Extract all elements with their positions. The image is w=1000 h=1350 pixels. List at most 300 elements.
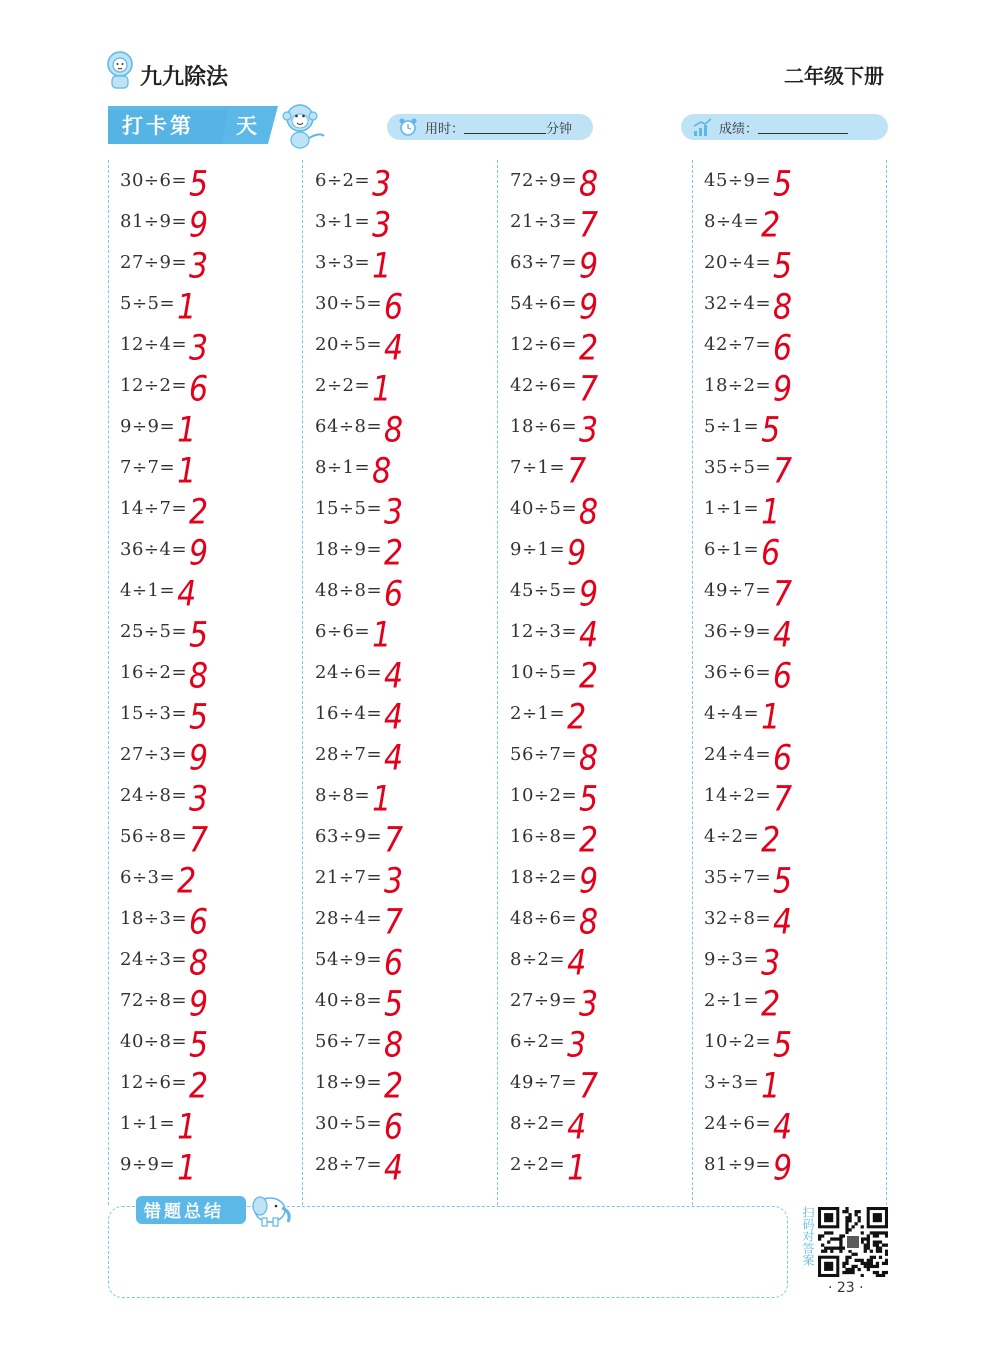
- exercise-row: [704, 1062, 781, 1107]
- handwritten-answer[interactable]: 8: [189, 655, 209, 697]
- handwritten-answer[interactable]: 5: [773, 1024, 793, 1066]
- division-question: 72÷9=: [510, 170, 578, 191]
- exercise-row: [510, 939, 587, 984]
- division-question: 54÷6=: [510, 293, 578, 314]
- exercise-row: [315, 529, 404, 574]
- division-question: 8÷2=: [510, 949, 566, 970]
- punch-label: 打卡第: [122, 114, 194, 138]
- handwritten-answer[interactable]: 8: [372, 450, 392, 492]
- handwritten-answer[interactable]: 4: [579, 614, 599, 656]
- exercise-row: [315, 939, 404, 984]
- handwritten-answer[interactable]: 5: [189, 163, 209, 205]
- handwritten-answer[interactable]: 2: [189, 1065, 209, 1107]
- handwritten-answer[interactable]: 7: [579, 1065, 599, 1107]
- handwritten-answer[interactable]: 5: [384, 983, 404, 1025]
- handwritten-answer[interactable]: 1: [177, 286, 197, 328]
- handwritten-answer[interactable]: 2: [384, 532, 404, 574]
- handwritten-answer[interactable]: 8: [189, 942, 209, 984]
- exercise-row: [510, 406, 599, 451]
- handwritten-answer[interactable]: 5: [773, 245, 793, 287]
- handwritten-answer[interactable]: 4: [773, 1106, 793, 1148]
- division-question: 56÷7=: [315, 1031, 383, 1052]
- division-question: 7÷7=: [120, 457, 176, 478]
- division-question: 35÷7=: [704, 867, 772, 888]
- handwritten-answer[interactable]: 1: [177, 409, 197, 451]
- exercise-row: [510, 611, 599, 656]
- division-question: 28÷7=: [315, 1154, 383, 1175]
- division-question: 2÷1=: [704, 990, 760, 1011]
- handwritten-answer[interactable]: 3: [761, 942, 781, 984]
- exercise-row: [704, 283, 793, 328]
- mistake-summary-label: 错题总结: [144, 1202, 224, 1222]
- division-question: 4÷4=: [704, 703, 760, 724]
- handwritten-answer[interactable]: 2: [579, 327, 599, 369]
- exercise-row: [120, 160, 209, 205]
- division-question: 12÷2=: [120, 375, 188, 396]
- division-question: 40÷8=: [120, 1031, 188, 1052]
- handwritten-answer[interactable]: 8: [579, 737, 599, 779]
- handwritten-answer[interactable]: 2: [189, 491, 209, 533]
- exercise-column-4: [692, 160, 887, 1205]
- division-question: 54÷9=: [315, 949, 383, 970]
- division-question: 18÷9=: [315, 539, 383, 560]
- exercise-row: [120, 242, 209, 287]
- handwritten-answer[interactable]: 2: [761, 204, 781, 246]
- handwritten-answer[interactable]: 7: [189, 819, 209, 861]
- exercise-row: [704, 1021, 793, 1066]
- exercise-row: [315, 570, 404, 615]
- exercise-row: [315, 980, 404, 1025]
- exercise-row: [704, 406, 781, 451]
- handwritten-answer[interactable]: 1: [567, 1147, 587, 1189]
- division-question: 49÷7=: [510, 1072, 578, 1093]
- division-question: 18÷3=: [120, 908, 188, 929]
- division-question: 8÷2=: [510, 1113, 566, 1134]
- division-question: 81÷9=: [704, 1154, 772, 1175]
- handwritten-answer[interactable]: 1: [372, 778, 392, 820]
- exercise-row: [315, 160, 392, 205]
- handwritten-answer[interactable]: 7: [567, 450, 587, 492]
- lion-logo-icon: [104, 50, 136, 90]
- handwritten-answer[interactable]: 5: [189, 1024, 209, 1066]
- handwritten-answer[interactable]: 5: [773, 860, 793, 902]
- exercise-row: [704, 611, 793, 656]
- division-question: 16÷2=: [120, 662, 188, 683]
- handwritten-answer[interactable]: 1: [177, 1106, 197, 1148]
- division-question: 24÷8=: [120, 785, 188, 806]
- division-question: 8÷1=: [315, 457, 371, 478]
- division-question: 30÷5=: [315, 1113, 383, 1134]
- exercise-row: [704, 1144, 793, 1189]
- exercise-row: [315, 734, 404, 779]
- exercise-row: [704, 242, 793, 287]
- division-question: 16÷4=: [315, 703, 383, 724]
- handwritten-answer[interactable]: 3: [579, 409, 599, 451]
- exercise-row: [704, 816, 781, 861]
- division-question: 25÷5=: [120, 621, 188, 642]
- handwritten-answer[interactable]: 3: [189, 245, 209, 287]
- time-input-line[interactable]: [464, 120, 546, 134]
- exercise-row: [315, 1144, 404, 1189]
- handwritten-answer[interactable]: 4: [384, 327, 404, 369]
- exercise-row: [510, 283, 599, 328]
- division-question: 10÷2=: [510, 785, 578, 806]
- exercise-row: [120, 693, 209, 738]
- exercise-row: [315, 816, 404, 861]
- division-question: 3÷1=: [315, 211, 371, 232]
- exercise-row: [510, 529, 587, 574]
- division-question: 40÷5=: [510, 498, 578, 519]
- exercise-row: [315, 1062, 404, 1107]
- exercise-row: [315, 365, 392, 410]
- handwritten-answer[interactable]: 9: [189, 532, 209, 574]
- division-question: 14÷2=: [704, 785, 772, 806]
- handwritten-answer[interactable]: 1: [177, 1147, 197, 1189]
- handwritten-answer[interactable]: 4: [384, 655, 404, 697]
- division-question: 3÷3=: [704, 1072, 760, 1093]
- exercise-row: [120, 365, 209, 410]
- handwritten-answer[interactable]: 6: [384, 573, 404, 615]
- division-question: 45÷5=: [510, 580, 578, 601]
- handwritten-answer[interactable]: 6: [773, 655, 793, 697]
- division-question: 42÷6=: [510, 375, 578, 396]
- division-question: 1÷1=: [704, 498, 760, 519]
- division-question: 2÷1=: [510, 703, 566, 724]
- handwritten-answer[interactable]: 2: [761, 819, 781, 861]
- exercise-row: [510, 857, 599, 902]
- exercise-row: [315, 611, 392, 656]
- exercise-row: [120, 734, 209, 779]
- handwritten-answer[interactable]: 4: [384, 1147, 404, 1189]
- division-question: 36÷6=: [704, 662, 772, 683]
- handwritten-answer[interactable]: 8: [579, 163, 599, 205]
- handwritten-answer[interactable]: 3: [384, 491, 404, 533]
- division-question: 81÷9=: [120, 211, 188, 232]
- division-question: 63÷7=: [510, 252, 578, 273]
- exercise-row: [120, 1021, 209, 1066]
- division-question: 36÷9=: [704, 621, 772, 642]
- handwritten-answer[interactable]: 6: [773, 327, 793, 369]
- handwritten-answer[interactable]: 1: [177, 450, 197, 492]
- handwritten-answer[interactable]: 2: [567, 696, 587, 738]
- division-question: 1÷1=: [120, 1113, 176, 1134]
- division-question: 9÷3=: [704, 949, 760, 970]
- division-question: 10÷5=: [510, 662, 578, 683]
- exercise-row: [315, 488, 404, 533]
- handwritten-answer[interactable]: 6: [761, 532, 781, 574]
- division-question: 56÷8=: [120, 826, 188, 847]
- exercise-row: [120, 447, 197, 492]
- exercise-row: [510, 570, 599, 615]
- handwritten-answer[interactable]: 8: [773, 286, 793, 328]
- handwritten-answer[interactable]: 6: [189, 368, 209, 410]
- exercise-row: [704, 857, 793, 902]
- division-question: 45÷9=: [704, 170, 772, 191]
- handwritten-answer[interactable]: 3: [372, 163, 392, 205]
- division-question: 30÷5=: [315, 293, 383, 314]
- monkey-mascot-icon: [276, 98, 328, 150]
- handwritten-answer[interactable]: 1: [761, 491, 781, 533]
- exercise-row: [510, 734, 599, 779]
- exercise-column-3: [498, 160, 693, 1205]
- division-question: 14÷7=: [120, 498, 188, 519]
- division-question: 18÷2=: [510, 867, 578, 888]
- exercise-row: [315, 324, 404, 369]
- score-input-line[interactable]: [758, 120, 848, 134]
- division-question: 32÷4=: [704, 293, 772, 314]
- answer-qr-code[interactable]: [818, 1207, 888, 1277]
- exercise-row: [510, 980, 599, 1025]
- handwritten-answer[interactable]: 8: [384, 1024, 404, 1066]
- division-question: 63÷9=: [315, 826, 383, 847]
- division-question: 4÷2=: [704, 826, 760, 847]
- division-question: 28÷4=: [315, 908, 383, 929]
- exercise-row: [120, 652, 209, 697]
- handwritten-answer[interactable]: 9: [567, 532, 587, 574]
- score-label: 成绩：: [719, 121, 759, 137]
- page-title: 九九除法: [140, 65, 229, 90]
- handwritten-answer[interactable]: 6: [189, 901, 209, 943]
- alarm-clock-icon: [397, 116, 419, 138]
- division-question: 2÷2=: [510, 1154, 566, 1175]
- handwritten-answer[interactable]: 1: [372, 614, 392, 656]
- handwritten-answer[interactable]: 2: [384, 1065, 404, 1107]
- handwritten-answer[interactable]: 7: [773, 778, 793, 820]
- exercise-row: [315, 201, 392, 246]
- handwritten-answer[interactable]: 1: [761, 1065, 781, 1107]
- exercise-row: [510, 1021, 587, 1066]
- division-question: 6÷2=: [510, 1031, 566, 1052]
- exercise-row: [510, 693, 587, 738]
- punch-day-unit: 天: [236, 114, 257, 138]
- exercise-column-2: [303, 160, 498, 1205]
- exercise-row: [704, 488, 781, 533]
- exercise-row: [315, 693, 404, 738]
- division-question: 48÷8=: [315, 580, 383, 601]
- division-question: 18÷2=: [704, 375, 772, 396]
- division-question: 8÷4=: [704, 211, 760, 232]
- division-question: 27÷9=: [120, 252, 188, 273]
- handwritten-answer[interactable]: 9: [579, 245, 599, 287]
- division-question: 4÷1=: [120, 580, 176, 601]
- handwritten-answer[interactable]: 7: [773, 573, 793, 615]
- division-question: 12÷4=: [120, 334, 188, 355]
- exercise-row: [315, 652, 404, 697]
- handwritten-answer[interactable]: 3: [189, 778, 209, 820]
- growth-chart-icon: [691, 116, 713, 138]
- handwritten-answer[interactable]: 5: [189, 696, 209, 738]
- exercise-row: [120, 488, 209, 533]
- handwritten-answer[interactable]: 2: [579, 655, 599, 697]
- handwritten-answer[interactable]: 9: [189, 737, 209, 779]
- handwritten-answer[interactable]: 6: [384, 1106, 404, 1148]
- exercise-row: [704, 324, 793, 369]
- page-number: · 23 ·: [828, 1280, 864, 1296]
- exercise-row: [120, 1144, 197, 1189]
- division-question: 6÷6=: [315, 621, 371, 642]
- handwritten-answer[interactable]: 4: [773, 614, 793, 656]
- division-question: 15÷3=: [120, 703, 188, 724]
- division-question: 12÷6=: [120, 1072, 188, 1093]
- division-question: 21÷3=: [510, 211, 578, 232]
- division-question: 40÷8=: [315, 990, 383, 1011]
- handwritten-answer[interactable]: 6: [384, 286, 404, 328]
- division-question: 32÷8=: [704, 908, 772, 929]
- handwritten-answer[interactable]: 7: [384, 819, 404, 861]
- division-question: 12÷3=: [510, 621, 578, 642]
- handwritten-answer[interactable]: 8: [384, 409, 404, 451]
- exercise-row: [315, 242, 392, 287]
- exercise-row: [120, 939, 209, 984]
- exercise-row: [315, 898, 404, 943]
- handwritten-answer[interactable]: 3: [567, 1024, 587, 1066]
- division-question: 6÷1=: [704, 539, 760, 560]
- handwritten-answer[interactable]: 4: [384, 696, 404, 738]
- exercise-row: [315, 283, 404, 328]
- handwritten-answer[interactable]: 8: [579, 491, 599, 533]
- exercise-row: [704, 160, 793, 205]
- exercise-row: [510, 898, 599, 943]
- handwritten-answer[interactable]: 4: [567, 1106, 587, 1148]
- division-question: 10÷2=: [704, 1031, 772, 1052]
- handwritten-answer[interactable]: 1: [761, 696, 781, 738]
- exercise-row: [704, 529, 781, 574]
- handwritten-answer[interactable]: 9: [773, 368, 793, 410]
- handwritten-answer[interactable]: 6: [384, 942, 404, 984]
- exercise-row: [120, 283, 197, 328]
- exercise-row: [120, 611, 209, 656]
- exercise-row: [120, 980, 209, 1025]
- handwritten-answer[interactable]: 2: [579, 819, 599, 861]
- time-field[interactable]: [387, 114, 593, 140]
- division-question: 16÷8=: [510, 826, 578, 847]
- exercise-grid: [108, 160, 888, 1205]
- handwritten-answer[interactable]: 3: [372, 204, 392, 246]
- exercise-row: [704, 570, 793, 615]
- exercise-row: [510, 488, 599, 533]
- exercise-row: [510, 816, 599, 861]
- handwritten-answer[interactable]: 3: [384, 860, 404, 902]
- exercise-row: [510, 1062, 599, 1107]
- time-label: 用时：: [425, 121, 465, 137]
- exercise-row: [704, 201, 781, 246]
- division-question: 49÷7=: [704, 580, 772, 601]
- exercise-row: [120, 324, 209, 369]
- handwritten-answer[interactable]: 7: [773, 450, 793, 492]
- exercise-row: [704, 980, 781, 1025]
- handwritten-answer[interactable]: 2: [177, 860, 197, 902]
- exercise-row: [510, 447, 587, 492]
- division-question: 27÷3=: [120, 744, 188, 765]
- exercise-row: [120, 1062, 209, 1107]
- division-question: 18÷6=: [510, 416, 578, 437]
- exercise-row: [510, 1103, 587, 1148]
- handwritten-answer[interactable]: 9: [579, 286, 599, 328]
- division-question: 30÷6=: [120, 170, 188, 191]
- exercise-row: [510, 201, 599, 246]
- division-question: 35÷5=: [704, 457, 772, 478]
- exercise-row: [120, 816, 209, 861]
- handwritten-answer[interactable]: 9: [579, 860, 599, 902]
- handwritten-answer[interactable]: 5: [189, 614, 209, 656]
- exercise-row: [704, 775, 793, 820]
- grade-label: 二年级下册: [784, 64, 884, 88]
- exercise-row: [120, 201, 209, 246]
- handwritten-answer[interactable]: 7: [384, 901, 404, 943]
- exercise-row: [315, 775, 392, 820]
- handwritten-answer[interactable]: 3: [579, 983, 599, 1025]
- division-question: 5÷1=: [704, 416, 760, 437]
- division-question: 42÷7=: [704, 334, 772, 355]
- exercise-row: [120, 898, 209, 943]
- handwritten-answer[interactable]: 7: [579, 368, 599, 410]
- handwritten-answer[interactable]: 3: [189, 327, 209, 369]
- exercise-row: [704, 365, 793, 410]
- handwritten-answer[interactable]: 5: [579, 778, 599, 820]
- division-question: 2÷2=: [315, 375, 371, 396]
- exercise-row: [120, 857, 197, 902]
- exercise-row: [120, 406, 197, 451]
- exercise-row: [704, 898, 793, 943]
- handwritten-answer[interactable]: 8: [579, 901, 599, 943]
- exercise-row: [120, 529, 209, 574]
- exercise-row: [315, 1021, 404, 1066]
- division-question: 9÷9=: [120, 416, 176, 437]
- exercise-row: [704, 939, 781, 984]
- handwritten-answer[interactable]: 4: [177, 573, 197, 615]
- exercise-row: [510, 775, 599, 820]
- division-question: 24÷4=: [704, 744, 772, 765]
- handwritten-answer[interactable]: 2: [761, 983, 781, 1025]
- exercise-row: [704, 734, 793, 779]
- division-question: 28÷7=: [315, 744, 383, 765]
- handwritten-answer[interactable]: 9: [189, 983, 209, 1025]
- division-question: 6÷3=: [120, 867, 176, 888]
- division-question: 8÷8=: [315, 785, 371, 806]
- score-field[interactable]: [681, 114, 888, 140]
- exercise-row: [120, 1103, 197, 1148]
- division-question: 64÷8=: [315, 416, 383, 437]
- exercise-row: [120, 570, 197, 615]
- handwritten-answer[interactable]: 7: [579, 204, 599, 246]
- exercise-row: [510, 1144, 587, 1189]
- handwritten-answer[interactable]: 9: [189, 204, 209, 246]
- qr-scan-label: 扫码对答案: [801, 1206, 815, 1266]
- time-unit: 分钟: [546, 121, 573, 137]
- exercise-row: [704, 1103, 793, 1148]
- exercise-row: [120, 775, 209, 820]
- handwritten-answer[interactable]: 5: [773, 163, 793, 205]
- division-question: 36÷4=: [120, 539, 188, 560]
- exercise-row: [510, 242, 599, 287]
- handwritten-answer[interactable]: 1: [372, 368, 392, 410]
- handwritten-answer[interactable]: 1: [372, 245, 392, 287]
- handwritten-answer[interactable]: 9: [773, 1147, 793, 1189]
- exercise-row: [315, 406, 404, 451]
- handwritten-answer[interactable]: 4: [567, 942, 587, 984]
- handwritten-answer[interactable]: 9: [579, 573, 599, 615]
- exercise-column-1: [108, 160, 303, 1205]
- handwritten-answer[interactable]: 4: [773, 901, 793, 943]
- division-question: 20÷5=: [315, 334, 383, 355]
- division-question: 9÷9=: [120, 1154, 176, 1175]
- division-question: 24÷6=: [315, 662, 383, 683]
- handwritten-answer[interactable]: 6: [773, 737, 793, 779]
- elephant-mascot-icon: [248, 1188, 294, 1228]
- exercise-row: [704, 693, 781, 738]
- handwritten-answer[interactable]: 4: [384, 737, 404, 779]
- handwritten-answer[interactable]: 5: [761, 409, 781, 451]
